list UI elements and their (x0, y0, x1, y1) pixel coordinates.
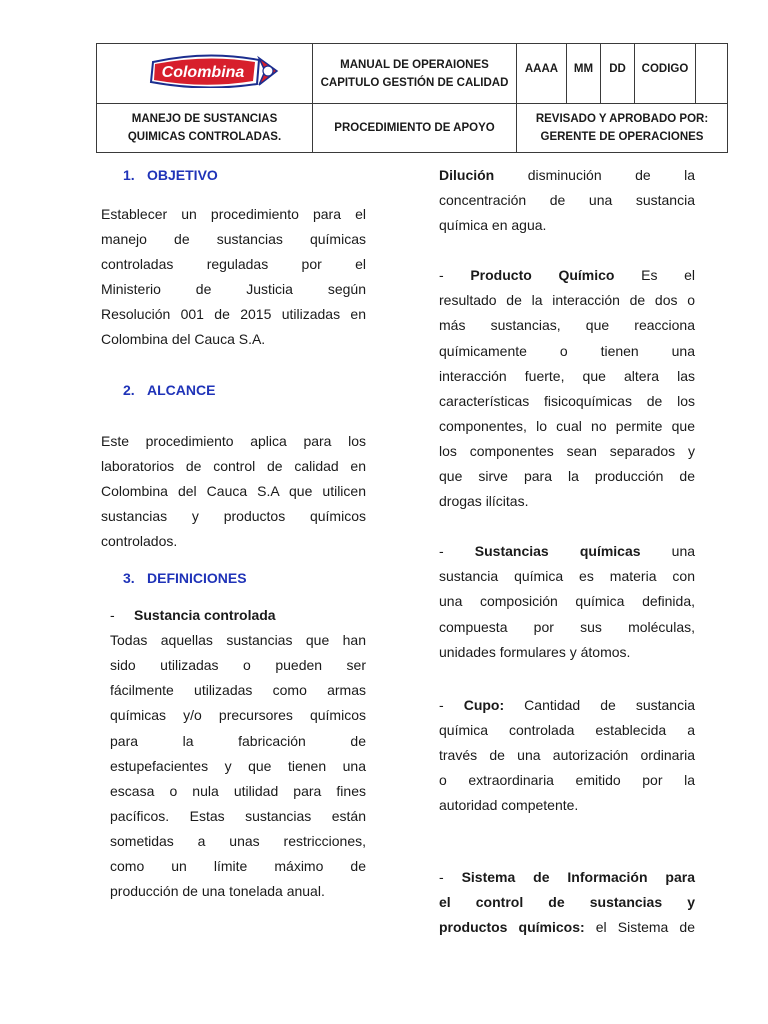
subject-line1: MANEJO DE SUSTANCIAS (131, 113, 278, 125)
definition-dilucion-first-line: Dilución disminución de la (439, 167, 696, 183)
definition-line: como un límite máximo de (110, 857, 366, 874)
definition-line: estupefacientes y que tienen una (110, 757, 366, 774)
left-column (101, 163, 366, 904)
definition-sustancia-controlada (101, 603, 366, 904)
manual-title-line1: MANUAL DE OPERAIONES (340, 58, 489, 71)
alcance-line: Colombina del Cauca S.A que utilicen (101, 482, 366, 499)
section-definiciones-heading: 3. DEFINICIONES (123, 570, 247, 587)
alcance-line: Este procedimiento aplica para los (101, 432, 366, 449)
section-alcance-heading: 2. ALCANCE (123, 381, 216, 398)
definition-line: para la fabricación de (110, 732, 366, 749)
definition-producto-first-line: - Producto Químico Es el (439, 267, 696, 284)
definition-sistema-term-line: el control de sustancias y (439, 894, 695, 911)
definition-line: química en agua. (439, 217, 547, 234)
objetivo-line: Ministerio de Justicia según (101, 281, 366, 298)
manual-title-cell (313, 44, 516, 103)
colombina-logo (147, 54, 283, 88)
codigo-cell: CODIGO (641, 62, 689, 75)
definition-line: través de una autorización ordinaria (439, 746, 695, 763)
definition-line: que sirve para la producción de (439, 468, 695, 485)
definition-line: pacíficos. Estas sustancias están (110, 807, 366, 824)
approval-line2: GERENTE DE OPERACIONES (540, 131, 704, 143)
approval-cell (517, 104, 727, 152)
definition-line: escasa o nula utilidad para fines (110, 782, 366, 799)
section-objetivo-heading: 1. OBJETIVO (123, 167, 218, 183)
definition-cupo-first-line: - Cupo: Cantidad de sustancia (439, 696, 695, 713)
objetivo-line: Establecer un procedimiento para el (101, 206, 366, 222)
definition-sustancias-first-line: - Sustancias químicas una (439, 543, 696, 560)
definition-line: resultado de la interacción de dos o (439, 292, 695, 309)
approval-line1: REVISADO Y APROBADO POR: (535, 113, 709, 125)
definition-line: drogas ilícitas. (439, 493, 529, 510)
objetivo-line: manejo de sustancias químicas (101, 231, 366, 248)
definition-line: una composición química definida, (439, 593, 695, 610)
definition-line: químicas y/o precursores químicos (110, 707, 366, 724)
alcance-line: sustancias y productos químicos (101, 507, 366, 524)
definition-line: componentes, lo cual no permite que (439, 417, 695, 434)
definition-line: producción de una tonelada anual. (110, 883, 325, 900)
date-year-cell: AAAA (524, 62, 559, 75)
definition-line: química controlada establecida a (439, 721, 695, 738)
objetivo-line: controladas reguladas por el (101, 256, 366, 273)
definition-line: Todas aquellas sustancias que han (110, 632, 366, 649)
subject-line2: QUIMICAS CONTROLADAS. (127, 131, 282, 143)
logo-text: Colombina (161, 64, 245, 81)
definition-line: características fisicoquímicas de los (439, 392, 695, 409)
definition-line: sido utilizadas o pueden ser (110, 657, 366, 674)
definition-line: interacción fuerte, que altera las (439, 367, 695, 384)
definition-sistema-third-line: productos químicos: el Sistema de (439, 919, 695, 936)
definition-line: autoridad competente. (439, 797, 579, 814)
objetivo-line: Resolución 001 de 2015 utilizadas en (101, 306, 366, 323)
subject-cell (97, 104, 312, 152)
definition-line: concentración de una sustancia (439, 192, 695, 209)
objetivo-line: Colombina del Cauca S.A. (101, 331, 266, 348)
definition-line: sometidas a unas restricciones, (110, 832, 366, 849)
definition-line: los componentes sean separados y (439, 442, 695, 459)
date-month-cell: MM (573, 62, 594, 75)
definition-line: sustancia química es materia con (439, 568, 695, 585)
definition-line: unidades formulares y átomos. (439, 643, 631, 660)
procedure-type-cell: PROCEDIMIENTO DE APOYO (334, 122, 495, 134)
alcance-line: laboratorios de control de calidad en (101, 457, 366, 474)
manual-title-line2: CAPITULO GESTIÓN DE CALIDAD (320, 76, 509, 89)
right-column (439, 163, 695, 940)
definition-line: o extraordinaria emitido por la (439, 771, 695, 788)
definition-line: químicamente o tienen una (439, 342, 695, 359)
definition-line: más sustancias, que reacciona (439, 317, 695, 334)
date-day-cell: DD (609, 62, 626, 75)
definition-line: compuesta por sus moléculas, (439, 618, 695, 635)
definition-term: - Sustancia controlada (110, 607, 276, 624)
alcance-line: controlados. (101, 532, 178, 549)
document-header-table (96, 43, 728, 153)
definition-line: fácilmente utilizadas como armas (110, 682, 366, 699)
definition-sistema-first-line: - Sistema de Información para (439, 869, 695, 886)
